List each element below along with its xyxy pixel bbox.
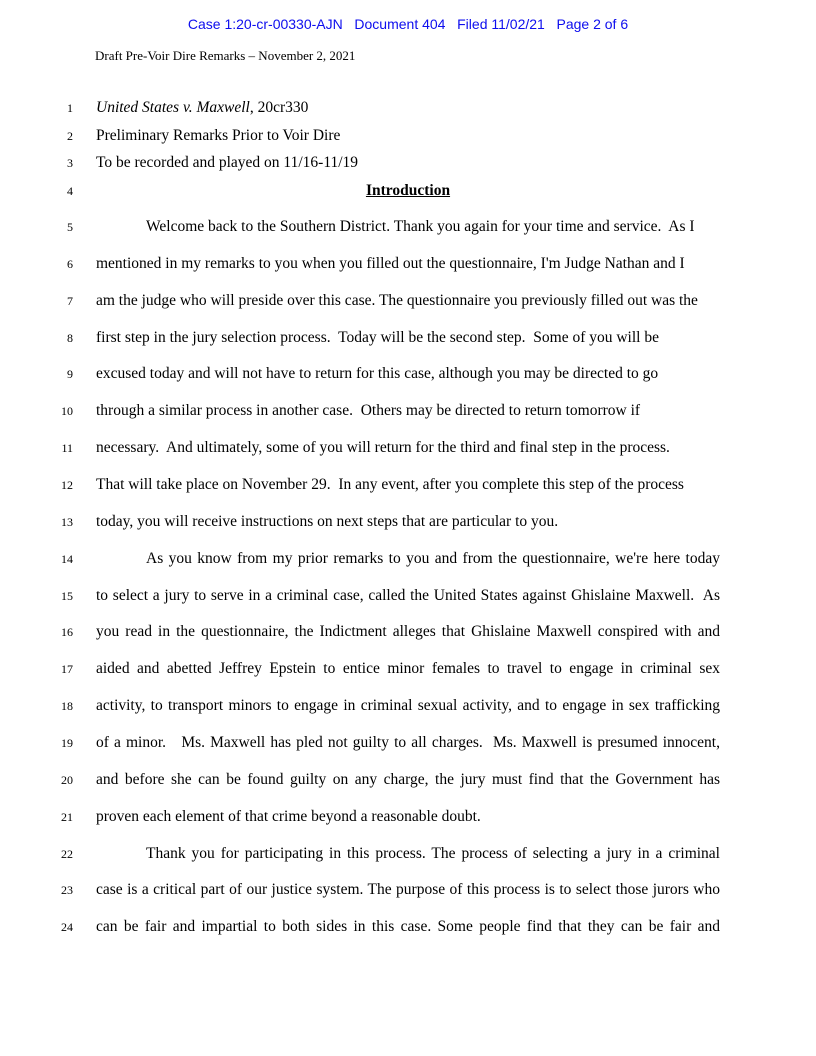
line-text [96,659,720,679]
transcript-line [0,659,720,679]
line-number: 1 [67,101,73,115]
draft-remarks-label: Draft Pre-Voir Dire Remarks – November 2, 2021 [95,48,356,63]
transcript-line [0,475,720,495]
line-text [96,217,720,237]
transcript-line [0,181,720,201]
line-number: 23 [61,883,73,898]
case-name-italic: United States v. Maxwell [96,99,250,116]
text-segment: today, you will receive instructions on next steps that are particular to you. [96,512,559,530]
line-number: 9 [67,367,73,382]
text-segment: That will take place on November 29. In any event, after you complete this step of the process [96,475,684,493]
section-heading [96,181,720,201]
transcript-line [0,586,720,606]
transcript-line [0,696,720,716]
line-number: 4 [67,184,73,199]
transcript-line [0,549,720,569]
line-number: 19 [61,735,73,750]
text-segment: am the judge who will preside over this case. The questionnaire you previously filled out was the [96,291,698,309]
text-segment: Preliminary Remarks Prior to Voir Dire [96,126,341,144]
text-segment: can be fair and impartial to both sides in this case. Some people find that they can be fair and [96,918,720,936]
text-segment: mentioned in my remarks to you when you filled out the questionnaire, I'm Judge Nathan and I [96,254,685,272]
transcript-line [0,328,720,348]
transcript-line [0,733,720,753]
line-text [96,696,720,716]
line-number: 12 [61,477,73,492]
line-number: 3 [67,156,73,171]
transcript-line [0,364,720,384]
line-number: 18 [61,699,73,713]
line-text [96,807,720,827]
line-number: 20 [61,772,73,787]
line-text [96,126,720,146]
line-number: 8 [67,330,73,345]
transcript-line [0,438,720,458]
transcript-line [0,880,720,900]
line-text [96,364,720,384]
line-text [96,438,720,458]
transcript-line [0,844,720,864]
transcript-line [0,291,720,311]
transcript-line [0,512,720,532]
line-number: 5 [67,220,73,234]
line-number: 17 [61,662,73,677]
text-segment: aided and abetted Jeffrey Epstein to entice minor females to travel to engage in criminal sex [96,660,720,678]
line-number: 6 [67,256,73,271]
text-segment: Welcome back to the Southern District. Thank you again for your time and service. As I [146,218,695,235]
line-number: 2 [67,128,73,143]
text-segment: of a minor. Ms. Maxwell has pled not guilty to all charges. Ms. Maxwell is presumed innocent, [96,733,720,751]
text-segment: Thank you for participating in this process. The process of selecting a jury in a criminal [146,844,720,862]
text-segment: and before she can be found guilty on any charge, the jury must find that the Government has [96,770,720,788]
transcript-line [0,807,720,827]
text-segment: proven each element of that crime beyond a reasonable doubt. [96,807,481,825]
text-segment: case is a critical part of our justice system. The purpose of this process is to select those jurors who [96,881,720,899]
transcript-line [0,98,720,118]
line-text [96,622,720,642]
text-segment: to select a jury to serve in a criminal case, called the United States against Ghislaine Maxwell. As [96,586,720,604]
line-text [96,586,720,606]
transcript-line [0,401,720,421]
line-number: 11 [61,441,73,456]
line-text [96,733,720,753]
line-number: 16 [61,625,73,640]
line-text [96,880,720,900]
line-number: 24 [61,920,73,935]
text-segment: you read in the questionnaire, the Indictment alleges that Ghislaine Maxwell conspired with and [96,623,720,641]
line-number: 15 [61,588,73,603]
transcript-line [0,153,720,173]
transcript-line [0,126,720,146]
line-number: 21 [61,809,73,824]
line-text [96,475,720,495]
line-text [96,512,720,532]
text-segment: As you know from my prior remarks to you and from the questionnaire, we're here today [146,549,720,567]
text-segment: necessary. And ultimately, some of you will return for the third and final step in the process. [96,439,670,457]
line-number: 14 [61,551,73,566]
line-text [96,401,720,421]
line-text [96,328,720,348]
text-segment: To be recorded and played on 11/16-11/19 [96,154,359,172]
line-text [96,770,720,790]
line-text [96,549,720,569]
text-segment: first step in the jury selection process. Today will be the second step. Some of you will be [96,328,659,346]
line-text [96,254,720,274]
transcript-line [0,770,720,790]
ecf-stamp: Case 1:20-cr-00330-AJN Document 404 Filed 11/02/21 Page 2 of 6 [187,16,629,32]
text-segment: excused today and will not have to return for this case, although you may be directed to go [96,365,659,383]
text-segment: through a similar process in another case. Others may be directed to return tomorrow if [96,402,641,420]
line-text [96,844,720,864]
transcript-line [0,254,720,274]
transcript-line [0,917,720,937]
line-text [96,98,720,118]
line-text [96,291,720,311]
line-number: 22 [61,846,73,861]
line-number: 13 [61,514,73,529]
line-number: 7 [67,293,73,308]
line-text [96,917,720,937]
text-segment: , 20cr330 [249,99,309,116]
transcript-line [0,217,720,237]
line-text [96,153,720,173]
text-segment: activity, to transport minors to engage in criminal sexual activity, and to engage in sex trafficking [96,697,720,714]
heading-text: Introduction [365,182,451,200]
line-number: 10 [61,404,73,419]
transcript-line [0,622,720,642]
